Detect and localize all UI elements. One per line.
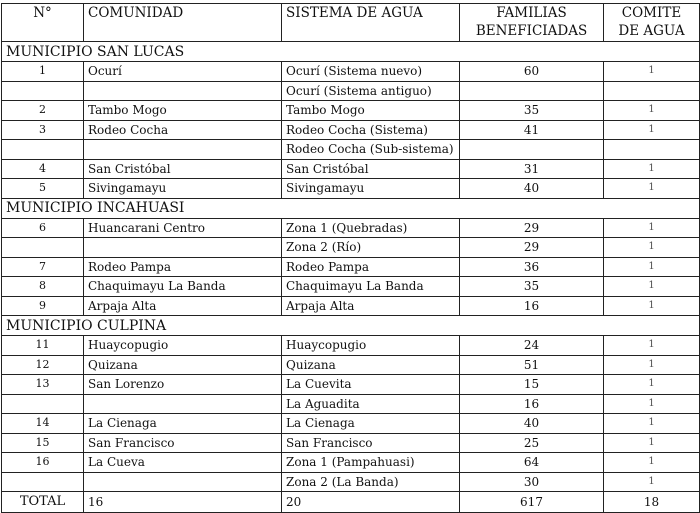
table-row bbox=[2, 101, 700, 121]
row-number bbox=[2, 238, 84, 258]
row-sistema: San Francisco bbox=[282, 433, 460, 453]
row-number: 5 bbox=[2, 179, 84, 199]
row-familias: 15 bbox=[460, 375, 604, 395]
section-header-row bbox=[2, 198, 700, 218]
row-familias: 16 bbox=[460, 394, 604, 414]
row-comunidad bbox=[84, 140, 282, 160]
row-number: 11 bbox=[2, 336, 84, 356]
row-number bbox=[2, 81, 84, 101]
section-title: MUNICIPIO CULPINA bbox=[2, 316, 700, 336]
row-number: 14 bbox=[2, 414, 84, 434]
row-number: 12 bbox=[2, 355, 84, 375]
row-comunidad: Arpaja Alta bbox=[84, 296, 282, 316]
row-comite: 1 bbox=[604, 62, 700, 82]
row-comunidad: Rodeo Cocha bbox=[84, 120, 282, 140]
row-comunidad: San Cristóbal bbox=[84, 159, 282, 179]
row-familias: 25 bbox=[460, 433, 604, 453]
row-comite: 1 bbox=[604, 453, 700, 473]
table-row bbox=[2, 296, 700, 316]
table-row bbox=[2, 81, 700, 101]
total-row bbox=[2, 492, 700, 513]
row-comite: 1 bbox=[604, 179, 700, 199]
table-row bbox=[2, 375, 700, 395]
row-number: 6 bbox=[2, 218, 84, 238]
row-sistema: Tambo Mogo bbox=[282, 101, 460, 121]
header-comunidad: COMUNIDAD bbox=[84, 4, 282, 42]
row-comite: 1 bbox=[604, 394, 700, 414]
row-sistema: Zona 1 (Pampahuasi) bbox=[282, 453, 460, 473]
water-systems-table bbox=[1, 3, 700, 513]
row-familias: 60 bbox=[460, 62, 604, 82]
row-sistema: Huaycopugio bbox=[282, 336, 460, 356]
table-row bbox=[2, 355, 700, 375]
header-comite-line1: COMITE bbox=[621, 5, 682, 21]
total-comite: 18 bbox=[604, 492, 700, 513]
header-number: N° bbox=[2, 4, 84, 42]
row-comunidad bbox=[84, 394, 282, 414]
header-comite-line2: DE AGUA bbox=[618, 23, 685, 39]
row-comite bbox=[604, 140, 700, 160]
total-familias: 617 bbox=[460, 492, 604, 513]
header-familias-line1: FAMILIAS bbox=[496, 5, 567, 21]
row-comite: 1 bbox=[604, 433, 700, 453]
row-sistema: Arpaja Alta bbox=[282, 296, 460, 316]
row-familias: 24 bbox=[460, 336, 604, 356]
row-sistema: Ocurí (Sistema antiguo) bbox=[282, 81, 460, 101]
row-comunidad: Huancarani Centro bbox=[84, 218, 282, 238]
row-familias: 29 bbox=[460, 218, 604, 238]
table-row bbox=[2, 472, 700, 492]
table-body bbox=[2, 42, 700, 513]
table-row bbox=[2, 120, 700, 140]
row-number: 9 bbox=[2, 296, 84, 316]
table-header-row bbox=[2, 4, 700, 42]
row-comunidad: San Lorenzo bbox=[84, 375, 282, 395]
row-number: 16 bbox=[2, 453, 84, 473]
row-familias: 31 bbox=[460, 159, 604, 179]
row-sistema: Sivingamayu bbox=[282, 179, 460, 199]
table-row bbox=[2, 394, 700, 414]
table-row bbox=[2, 414, 700, 434]
row-comite: 1 bbox=[604, 336, 700, 356]
table-row bbox=[2, 159, 700, 179]
row-comite: 1 bbox=[604, 375, 700, 395]
row-comunidad: Sivingamayu bbox=[84, 179, 282, 199]
row-familias: 35 bbox=[460, 277, 604, 297]
total-comunidades: 16 bbox=[84, 492, 282, 513]
row-sistema: Rodeo Cocha (Sub-sistema) bbox=[282, 140, 460, 160]
row-sistema: Rodeo Cocha (Sistema) bbox=[282, 120, 460, 140]
table-row bbox=[2, 140, 700, 160]
header-familias-line2: BENEFICIADAS bbox=[475, 23, 588, 39]
row-familias: 36 bbox=[460, 257, 604, 277]
row-sistema: Rodeo Pampa bbox=[282, 257, 460, 277]
row-comite: 1 bbox=[604, 101, 700, 121]
table-row bbox=[2, 218, 700, 238]
row-familias: 64 bbox=[460, 453, 604, 473]
row-sistema: Zona 1 (Quebradas) bbox=[282, 218, 460, 238]
table-row bbox=[2, 238, 700, 258]
table-row bbox=[2, 179, 700, 199]
row-number: 15 bbox=[2, 433, 84, 453]
row-sistema: Zona 2 (Río) bbox=[282, 238, 460, 258]
row-comunidad bbox=[84, 472, 282, 492]
row-number: 1 bbox=[2, 62, 84, 82]
row-comunidad: Quizana bbox=[84, 355, 282, 375]
row-sistema: Quizana bbox=[282, 355, 460, 375]
row-familias: 30 bbox=[460, 472, 604, 492]
row-number: 13 bbox=[2, 375, 84, 395]
row-familias bbox=[460, 140, 604, 160]
row-comite: 1 bbox=[604, 414, 700, 434]
total-label: TOTAL bbox=[2, 492, 84, 513]
row-comunidad: Chaquimayu La Banda bbox=[84, 277, 282, 297]
row-sistema: La Cuevita bbox=[282, 375, 460, 395]
row-familias: 40 bbox=[460, 414, 604, 434]
row-comite: 1 bbox=[604, 120, 700, 140]
row-comunidad bbox=[84, 81, 282, 101]
row-number: 3 bbox=[2, 120, 84, 140]
header-comite bbox=[604, 4, 700, 42]
total-sistemas: 20 bbox=[282, 492, 460, 513]
row-comite: 1 bbox=[604, 277, 700, 297]
table-row bbox=[2, 433, 700, 453]
table-row bbox=[2, 277, 700, 297]
row-comite bbox=[604, 81, 700, 101]
row-familias: 29 bbox=[460, 238, 604, 258]
row-comite: 1 bbox=[604, 218, 700, 238]
header-familias bbox=[460, 4, 604, 42]
table-row bbox=[2, 257, 700, 277]
row-familias: 41 bbox=[460, 120, 604, 140]
section-title: MUNICIPIO SAN LUCAS bbox=[2, 42, 700, 62]
section-header-row bbox=[2, 316, 700, 336]
row-number: 2 bbox=[2, 101, 84, 121]
row-sistema: Ocurí (Sistema nuevo) bbox=[282, 62, 460, 82]
row-sistema: San Cristóbal bbox=[282, 159, 460, 179]
row-comite: 1 bbox=[604, 159, 700, 179]
row-sistema: Chaquimayu La Banda bbox=[282, 277, 460, 297]
row-comite: 1 bbox=[604, 296, 700, 316]
row-comunidad: San Francisco bbox=[84, 433, 282, 453]
row-familias: 35 bbox=[460, 101, 604, 121]
row-comite: 1 bbox=[604, 472, 700, 492]
row-number: 4 bbox=[2, 159, 84, 179]
row-comunidad bbox=[84, 238, 282, 258]
row-sistema: La Cienaga bbox=[282, 414, 460, 434]
row-familias: 40 bbox=[460, 179, 604, 199]
row-comunidad: La Cienaga bbox=[84, 414, 282, 434]
row-comunidad: Ocurí bbox=[84, 62, 282, 82]
row-comunidad: Rodeo Pampa bbox=[84, 257, 282, 277]
header-sistema: SISTEMA DE AGUA bbox=[282, 4, 460, 42]
row-comite: 1 bbox=[604, 355, 700, 375]
row-number bbox=[2, 140, 84, 160]
row-comite: 1 bbox=[604, 257, 700, 277]
row-familias: 51 bbox=[460, 355, 604, 375]
row-comunidad: La Cueva bbox=[84, 453, 282, 473]
table-row bbox=[2, 453, 700, 473]
row-comite: 1 bbox=[604, 238, 700, 258]
row-comunidad: Tambo Mogo bbox=[84, 101, 282, 121]
row-number bbox=[2, 394, 84, 414]
row-familias bbox=[460, 81, 604, 101]
row-familias: 16 bbox=[460, 296, 604, 316]
row-sistema: Zona 2 (La Banda) bbox=[282, 472, 460, 492]
row-number bbox=[2, 472, 84, 492]
row-comunidad: Huaycopugio bbox=[84, 336, 282, 356]
row-number: 8 bbox=[2, 277, 84, 297]
row-number: 7 bbox=[2, 257, 84, 277]
section-title: MUNICIPIO INCAHUASI bbox=[2, 198, 700, 218]
row-sistema: La Aguadita bbox=[282, 394, 460, 414]
table-row bbox=[2, 336, 700, 356]
table-row bbox=[2, 62, 700, 82]
section-header-row bbox=[2, 42, 700, 62]
